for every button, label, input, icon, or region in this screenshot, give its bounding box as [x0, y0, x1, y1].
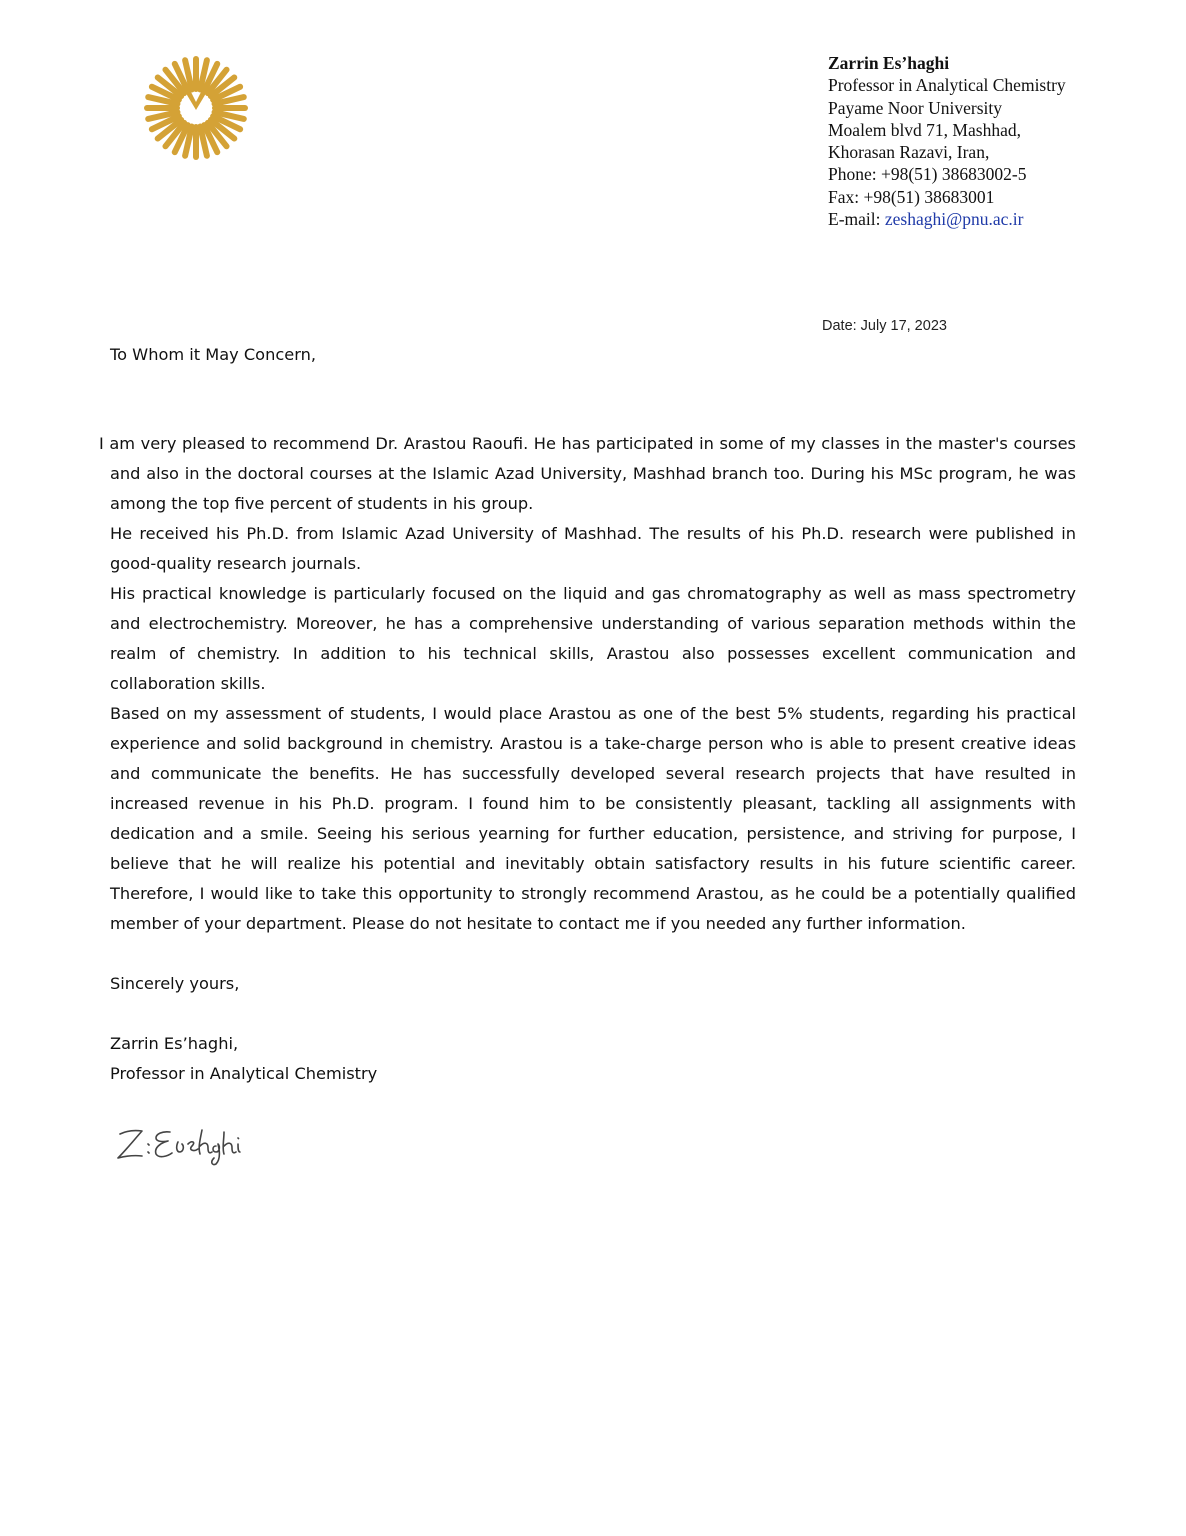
letter-body — [99, 340, 1076, 1089]
letterhead-email-line — [828, 208, 1066, 230]
letterhead-email-label: E-mail: — [828, 209, 885, 230]
letterhead-phone: Phone: +98(51) 38683002-5 — [828, 164, 1027, 185]
body-paragraph-1: I am very pleased to recommend Dr. Arastou Raoufi. He has participated in some of my classes in the master's courses and also in the doctoral courses at the Islamic Azad University, Mashhad branch too. During his MSc program, he was among the top five percent of students in his group. — [99, 434, 1076, 513]
signoff-title: Professor in Analytical Chemistry — [110, 1064, 378, 1083]
letterhead — [828, 52, 1066, 230]
body-paragraph-4: Based on my assessment of students, I would place Arastou as one of the best 5% students, regarding his practical experience and solid background in chemistry. Arastou is a take-charge person who is able to present creative ideas and communicate the benefits. He has successfully developed several research projects that have resulted in increased revenue in his Ph.D. program. I found him to be consistently pleasant, tackling all assignments with dedication and a smile. Seeing his serious yearning for further education, persistence, and striving for purpose, I believe that he will realize his potential and inevitably obtain satisfactory results in his future scientific career. Therefore, I would like to take this opportunity to strongly recommend Arastou, as he could be a potentially qualified member of your department. Please do not hesitate to contact me if you needed any further information. — [110, 704, 1076, 933]
letterhead-fax: Fax: +98(51) 38683001 — [828, 186, 995, 207]
body-paragraph-2: He received his Ph.D. from Islamic Azad University of Mashhad. The results of his Ph.D. research were published in good-quality research journals. — [110, 524, 1076, 573]
letterhead-address-line1: Moalem blvd 71, Mashhad, — [828, 119, 1021, 140]
email-link[interactable]: zeshaghi@pnu.ac.ir — [884, 209, 1024, 230]
handwritten-signature-icon — [112, 1122, 242, 1166]
logo-center-mark — [184, 90, 208, 110]
letterhead-name: Zarrin Es’haghi — [828, 53, 950, 73]
logo-rays — [144, 56, 248, 160]
letterhead-title: Professor in Analytical Chemistry — [828, 75, 1066, 96]
body-paragraph-3: His practical knowledge is particularly focused on the liquid and gas chromatography as well as mass spectrometry and electrochemistry. Moreover, he has a comprehensive understanding of various separation methods within the realm of chemistry. In addition to his technical skills, Arastou also possesses excellent communication and collaboration skills. — [110, 584, 1076, 693]
closing: Sincerely yours, — [110, 974, 240, 993]
letterhead-university: Payame Noor University — [828, 97, 1002, 118]
signoff-name: Zarrin Es’haghi, — [110, 1034, 239, 1053]
salutation: To Whom it May Concern, — [110, 345, 316, 364]
letter-date: Date: July 17, 2023 — [822, 318, 947, 334]
letterhead-address-line2: Khorasan Razavi, Iran, — [828, 142, 990, 163]
sunburst-logo-icon — [128, 52, 264, 160]
